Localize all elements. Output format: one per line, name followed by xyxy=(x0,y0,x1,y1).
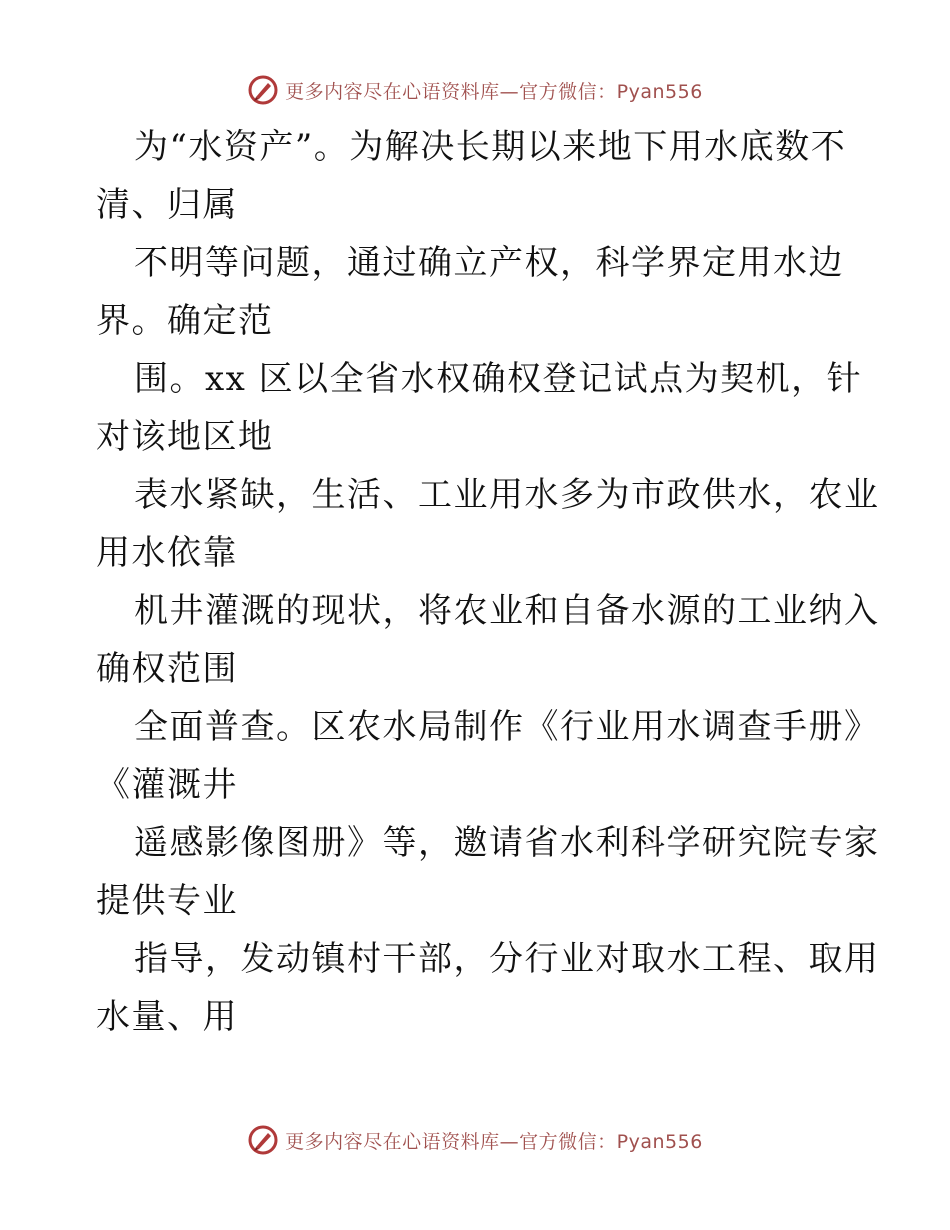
paragraph xyxy=(96,930,880,1046)
text-line: 表水紧缺，生活、工业用水多为市政供水，农业 xyxy=(134,475,880,515)
paragraph xyxy=(96,582,880,698)
text-line: 清、归属 xyxy=(96,185,238,225)
page-header xyxy=(0,70,950,110)
text-line: 提供专业 xyxy=(96,881,238,921)
text-line: 全面普查。区农水局制作《行业用水调查手册》 xyxy=(134,707,880,747)
header-banner-text: 更多内容尽在心语资料库—官方微信：Pyan556 xyxy=(285,80,703,103)
paragraph xyxy=(96,350,863,466)
text-line: 遥感影像图册》等，邀请省水利科学研究院专家 xyxy=(134,823,880,863)
paragraph xyxy=(96,814,880,930)
text-line: 对该地区地 xyxy=(96,417,274,457)
paragraph xyxy=(96,118,856,234)
text-line: 《灌溉井 xyxy=(96,765,238,805)
text-line: 用水依靠 xyxy=(96,533,238,573)
footer-banner-text: 更多内容尽在心语资料库—官方微信：Pyan556 xyxy=(285,1130,703,1153)
paragraph xyxy=(96,466,880,582)
text-line: 为“水资产”。为解决长期以来地下用水底数不 xyxy=(134,127,847,167)
text-line: 机井灌溉的现状，将农业和自备水源的工业纳入 xyxy=(134,591,880,631)
document-body xyxy=(96,118,880,1046)
paragraph xyxy=(96,698,880,814)
text-line: 围。xx 区以全省水权确权登记试点为契机，针 xyxy=(134,359,863,399)
text-line: 不明等问题，通过确立产权，科学界定用水边 xyxy=(134,243,844,283)
page-footer xyxy=(0,1120,950,1160)
pen-logo-icon xyxy=(247,1124,279,1156)
text-line: 界。确定范 xyxy=(96,301,274,341)
text-line: 水量、用 xyxy=(96,997,238,1037)
text-line: 确权范围 xyxy=(96,649,238,689)
text-line: 指导，发动镇村干部，分行业对取水工程、取用 xyxy=(134,939,880,979)
paragraph xyxy=(96,234,856,350)
pen-logo-icon xyxy=(247,74,279,106)
